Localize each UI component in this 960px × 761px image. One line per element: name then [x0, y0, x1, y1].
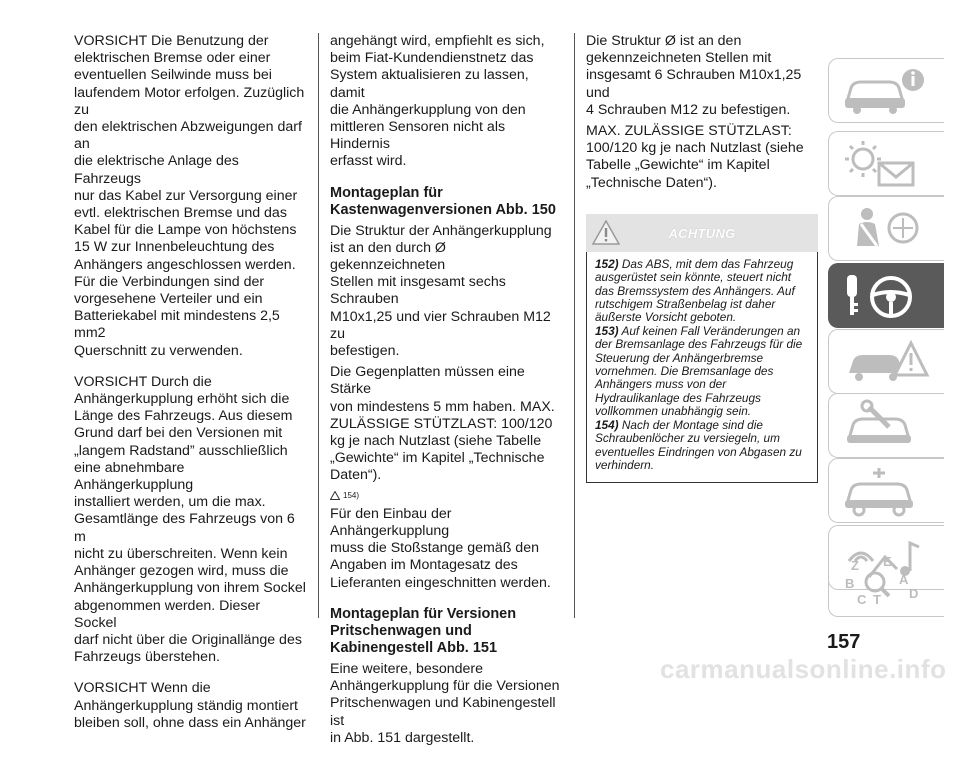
- safety-seatbelt-airbag-icon: [839, 202, 931, 257]
- body-paragraph: Eine weitere, besondere Anhängerkupplung für die Versionen Pritschenwagen und Kabinengestell ist in Abb. 151 dargestellt.: [330, 660, 560, 746]
- svg-text:D: D: [909, 586, 919, 601]
- warning-item-number: 152): [595, 256, 619, 271]
- warning-item-text: Nach der Montage sind die Schraubenlöcher zu versiegeln, um eventuelles Eindringen von Abgasen zu verhindern.: [595, 417, 802, 472]
- warning-box: [586, 252, 818, 484]
- body-paragraph: Die Struktur Ø ist an den gekennzeichneten Stellen mit insgesamt 6 Schrauben M10x1,25 und 4 Schrauben M12 zu befestigen.: [586, 33, 802, 118]
- body-paragraph: MAX. ZULÄSSIGE STÜTZLAST: 100/120 kg je nach Nutzlast (siehe Tabelle „Gewichte“ im Kapitel „Technische Daten“).: [586, 123, 804, 191]
- warning-item-number: 153): [595, 323, 619, 338]
- emergency-warning-icon: [839, 335, 931, 390]
- chapter-tab-dashboard[interactable]: [828, 131, 944, 196]
- text-column-2: [330, 33, 562, 761]
- chapter-tab-starting-driving[interactable]: [828, 263, 944, 328]
- technical-data-icon: [839, 464, 931, 519]
- caution-paragraph: VORSICHT Die Benutzung der elektrischen Bremse oder einer eventuellen Seilwinde muss bei laufendem Motor erfolgen. Zuzüglich zu den elektrischen Abzweigungen darf an die elektrische Anlage des Fahrzeugs nur das Kabel zur Versorgung einer evtl. elektrischen Bremse und das Kabel für die Lampe von höchstens 15 W zur Innenbeleuchtung des Anhängers angeschlossen werden. Für die Verbindungen sind der vorgesehene Verteiler und ein Batteriekabel mit mindestens 2,5 mm2 Querschnitt zu verwenden.: [74, 33, 305, 359]
- section-heading: Montageplan für Kastenwagenversionen Abb. 150: [330, 184, 556, 218]
- chapter-tab-maintenance[interactable]: [828, 393, 944, 458]
- svg-text:B: B: [845, 576, 855, 591]
- svg-text:E: E: [883, 554, 892, 569]
- warning-title: ACHTUNG: [668, 225, 736, 241]
- chapter-tab-vehicle-info[interactable]: [828, 58, 944, 123]
- maintenance-wrench-icon: [839, 399, 931, 454]
- watermark: carmanualsonline.info: [660, 654, 947, 684]
- column-divider: [318, 33, 319, 618]
- body-paragraph: angehängt wird, empfiehlt es sich, beim Fiat-Kundendienstnetz das System aktualisieren zu lassen, damit die Anhängerkupplung von den mittleren Sensoren nicht als Hindernis erfasst wird.: [330, 33, 545, 170]
- warning-item-text: Das ABS, mit dem das Fahrzeug ausgerüstet sein könnte, steuert nicht das Bremssystem des Anhängers. Auf rutschigem Straßenbelag ist daher äußerste Vorsicht geboten.: [595, 256, 795, 325]
- svg-text:C: C: [857, 592, 867, 606]
- chapter-tab-technical-data[interactable]: [828, 458, 944, 523]
- key-steering-wheel-icon: [839, 269, 931, 324]
- chapter-tab-safety[interactable]: [828, 196, 944, 261]
- warning-triangle-icon: [330, 491, 340, 500]
- warning-item-number: 154): [595, 417, 619, 432]
- section-heading: Montageplan für Versionen Pritschenwagen und Kabinengestell Abb. 151: [330, 605, 517, 656]
- caution-paragraph: VORSICHT Wenn die Anhängerkupplung ständig montiert bleiben soll, ohne dass ein Anhänger: [74, 680, 306, 731]
- car-info-icon: [839, 64, 931, 119]
- reference-number: 154): [343, 490, 360, 500]
- page-number: 157: [827, 631, 861, 653]
- warning-item: [595, 419, 811, 473]
- caution-paragraph: VORSICHT Durch die Anhängerkupplung erhöht sich die Länge des Fahrzeugs. Aus diesem Grund darf bei den Versionen mit „langem Radstand” ausschließlich eine abnehmbare Anhängerkupplung installiert werden, um die max. Gesamtlänge des Fahrzeugs von 6 m nicht zu überschreiten. Wenn kein Anhänger gezogen wird, muss die Anhängerkupplung von ihrem Sockel abgenommen werden. Dieser Sockel darf nicht über die Originallänge des Fahrzeugs überstehen.: [74, 373, 306, 666]
- svg-text:A: A: [899, 572, 909, 587]
- svg-text:T: T: [873, 592, 881, 606]
- dashboard-lights-icon: [839, 137, 931, 192]
- warning-item: [595, 325, 811, 419]
- warning-header: [586, 214, 818, 252]
- index-letters-icon: [839, 554, 931, 606]
- body-paragraph: Die Gegenplatten müssen eine Stärke von mindestens 5 mm haben. MAX. ZULÄSSIGE STÜTZLAST: 100/120 kg je nach Nutzlast (siehe Tabelle „Gewichte“ im Kapitel „Technische Daten“).: [330, 364, 555, 484]
- warning-item: [595, 258, 811, 325]
- text-column-3: [586, 33, 818, 483]
- svg-text:Z: Z: [851, 558, 859, 573]
- warning-reference: [330, 487, 562, 504]
- chapter-tab-index[interactable]: [828, 554, 944, 617]
- warning-item-text: Auf keinen Fall Veränderungen an der Bremsanlage des Fahrzeugs für die Steuerung der Anhängerbremse vornehmen. Die Bremsanlage des Anhängers muss von der Hydraulikanlage des Fahrzeugs vollkommen unabhängig sein.: [595, 323, 803, 419]
- body-paragraph: Für den Einbau der Anhängerkupplung muss die Stoßstange gemäß den Angaben im Montagesatz des Lieferanten eingeschnitten werden.: [330, 505, 551, 591]
- chapter-tab-emergency[interactable]: [828, 329, 944, 394]
- text-column-1: [74, 33, 306, 746]
- column-divider: [574, 33, 575, 618]
- body-paragraph: Die Struktur der Anhängerkupplung ist an den durch Ø gekennzeichneten Stellen mit insgesamt sechs Schrauben M10x1,25 und vier Schrauben M12 zu befestigen.: [330, 222, 552, 360]
